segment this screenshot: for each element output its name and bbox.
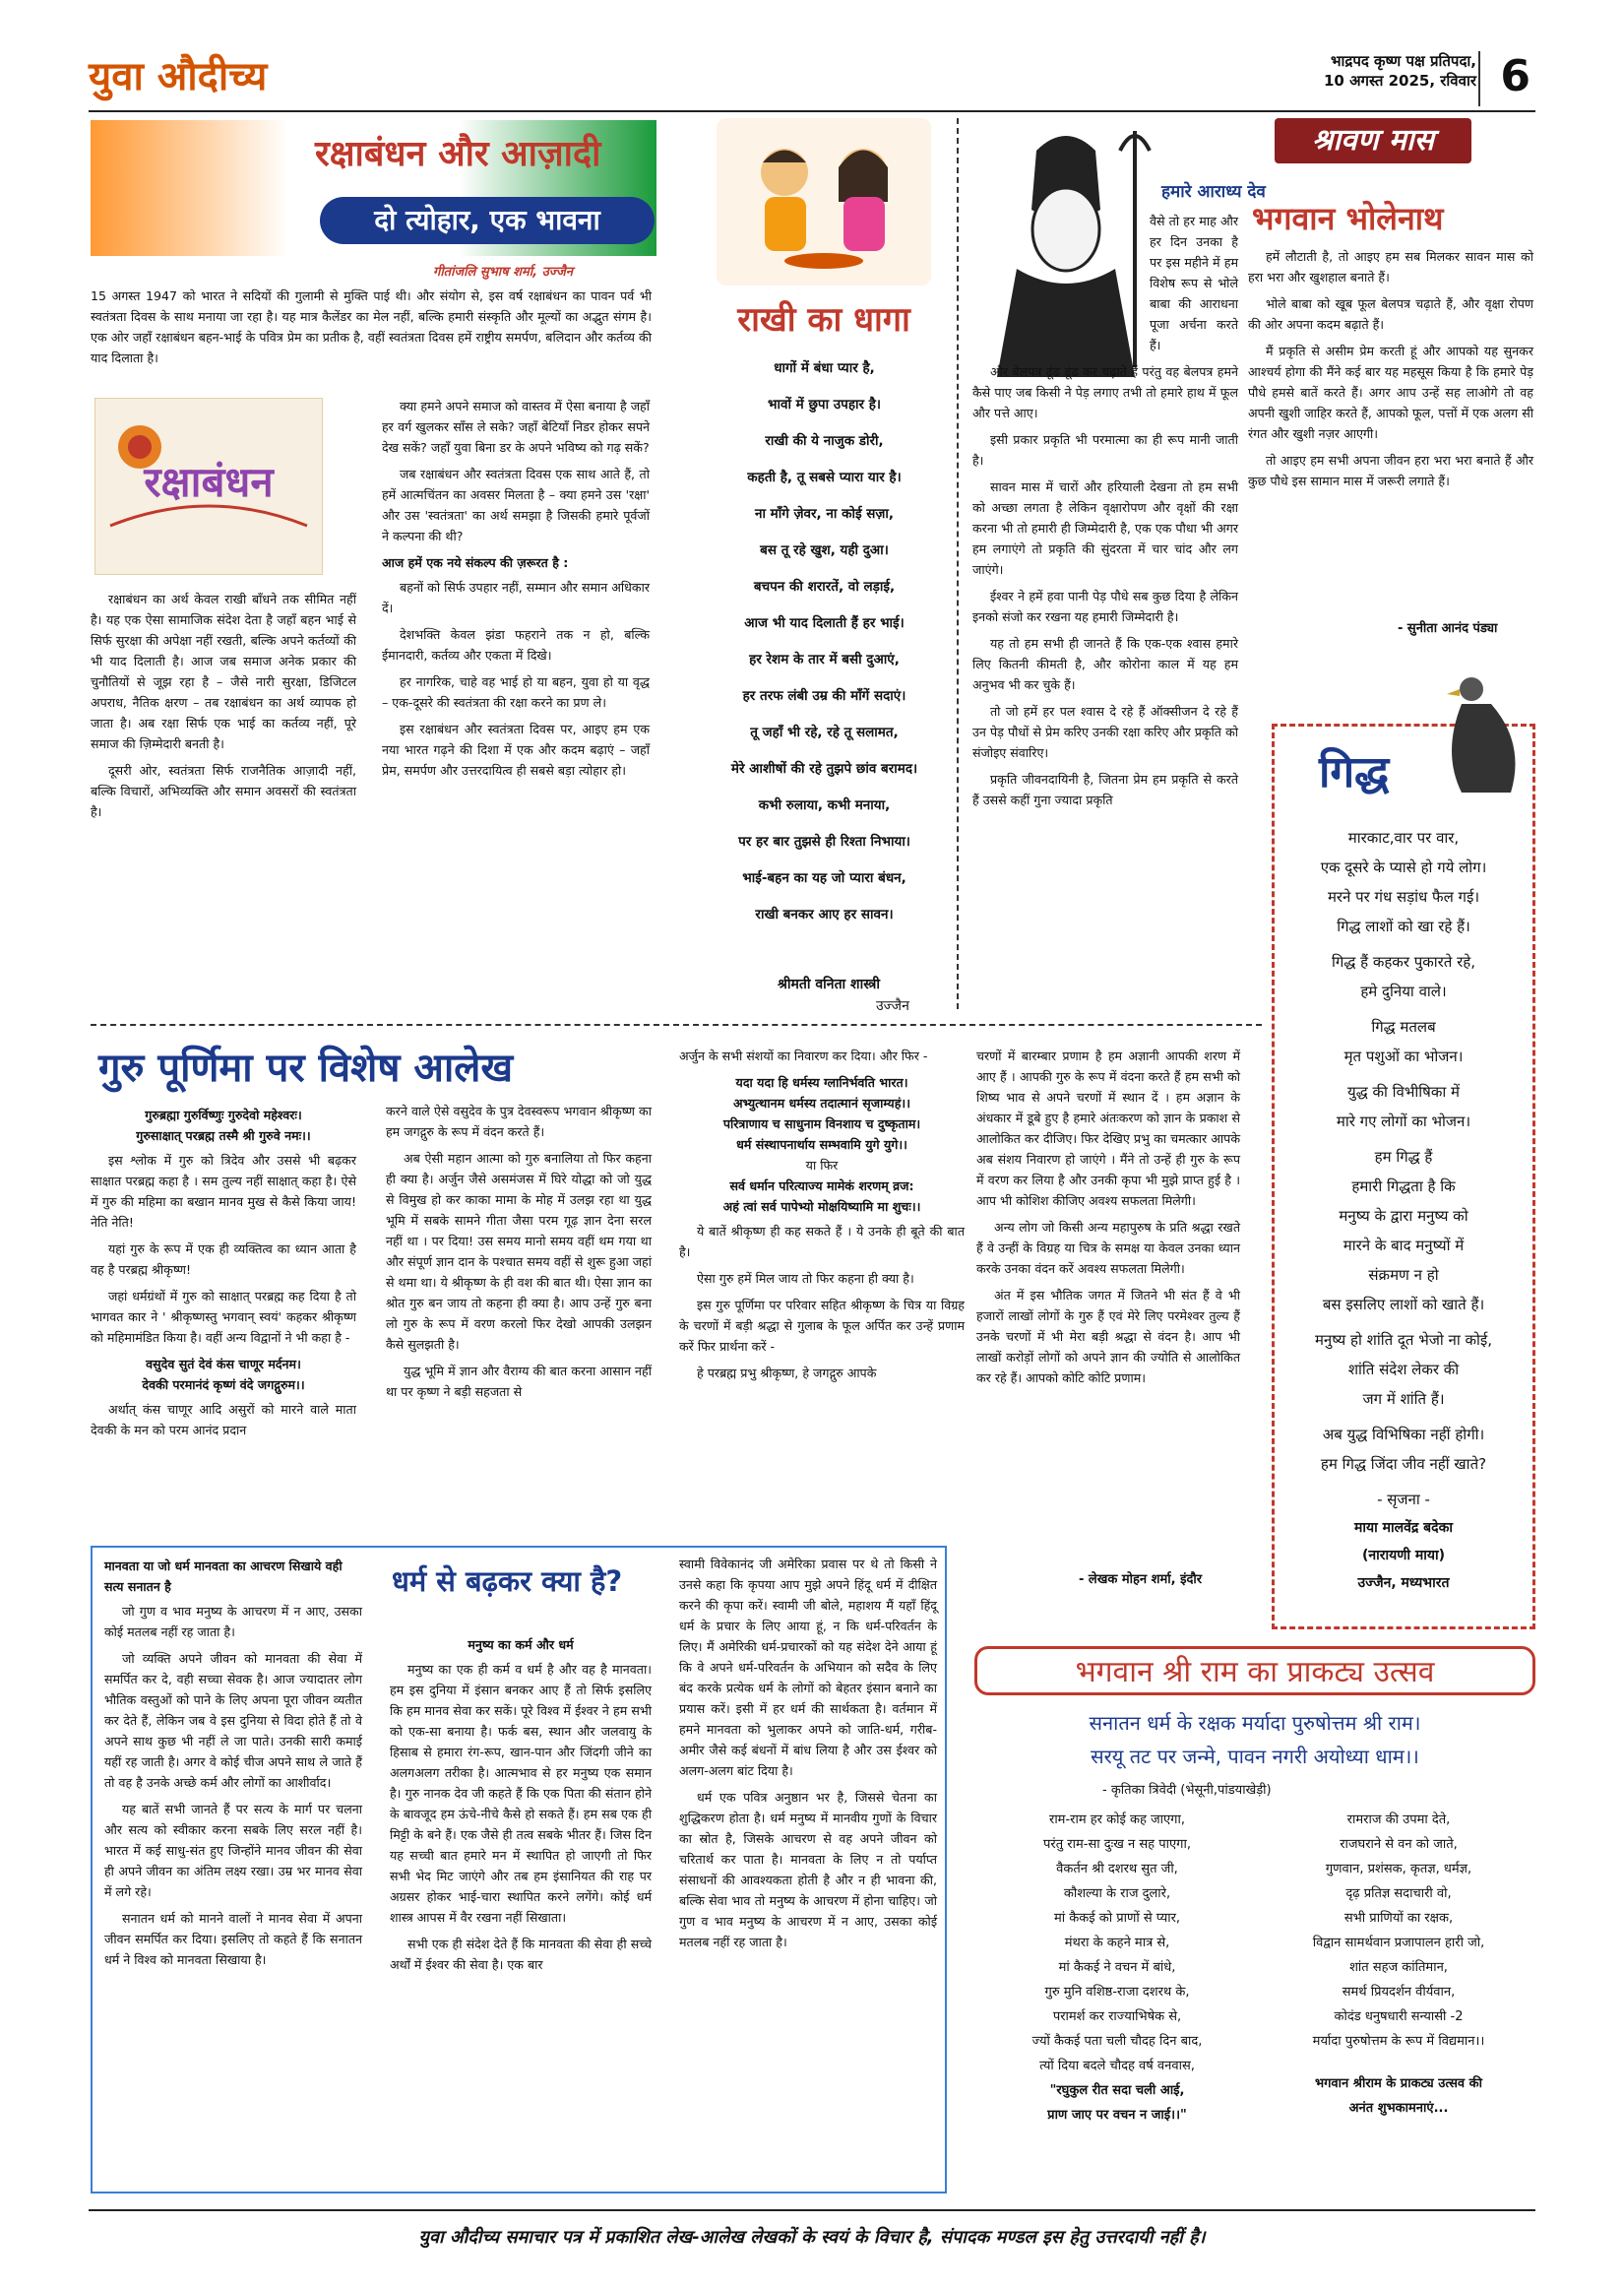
raksha-col2b-p1: बहनों को सिर्फ उपहार नहीं, सम्मान और समान अधिकार दें।: [382, 580, 650, 615]
raksha-subtitle: दो त्योहार, एक भावना: [320, 197, 655, 244]
giddh-line: गिद्ध लाशों को खा रहे हैं।: [1337, 918, 1470, 935]
shravan-col2: [1248, 246, 1533, 497]
ram-line: परंतु राम-सा दुःख न सह पाएगा,: [1043, 1837, 1191, 1852]
rakhi-poem-city: उज्जैन: [876, 998, 909, 1014]
raksha-col2-heading: आज हमें एक नये संकल्प की ज़रूरत है :: [382, 555, 569, 570]
giddh-line: हमे दुनिया वाले।: [1360, 983, 1447, 1000]
giddh-line: हम गिद्ध हैं: [1374, 1148, 1433, 1166]
ram-author: - कृतिका त्रिवेदी (भेसूनी,पांडयाखेड़ी): [1102, 1783, 1272, 1798]
guru-col3-intro: अर्जुन के सभी संशयों का निवारण कर दिया। और फिर -: [679, 1049, 928, 1063]
shravan-col1-p7: तो जो हमें हर पल श्वास दे रहे हैं ऑक्सीजन दे रहे हैं उन पेड़ पौधों से प्रेम करिए उनकी रक्षा करिए और प्रकृति को संजोइए संवारिए।: [972, 704, 1238, 760]
ram-wish: भगवान श्रीराम के प्राकट्य उत्सव की: [1314, 2076, 1483, 2091]
giddh-stanza: [1280, 1142, 1528, 1319]
guru-col4-p2: अन्य लोग जो किसी अन्य महापुरुष के प्रति श्रद्धा रखते हैं वे उन्हीं के विग्रह या चित्र के समक्ष या केवल उनका ध्यान करके उनका वंदन करें अवश्य सफलता मिलेगी।: [976, 1220, 1240, 1276]
rakhi-poem-author: श्रीमती वनिता शास्त्री: [778, 977, 880, 992]
shravan-title: भगवान भोलेनाथ: [1252, 200, 1444, 237]
guru-col3-p1: ये बातें श्रीकृष्ण ही कह सकते हैं । ये उनके ही बूते की बात है।: [679, 1224, 965, 1259]
ram-quote: प्राण जाए पर वचन न जाई।।": [1047, 2108, 1187, 2123]
guru-col1: [91, 1105, 356, 1446]
footer-disclaimer: युवा औदीच्य समाचार पत्र में प्रकाशित लेख-आलेख लेखकों के स्वयं के विचार है, संपादक मण्डल इस हेतु उत्तरदायी नहीं है।: [418, 2227, 1206, 2248]
guru-col1-p4: अर्थात् कंस चाणूर आदि असुरों को मारने वाले माता देवकी के मन को परम आनंद प्रदान: [91, 1402, 356, 1437]
ram-line: कौशल्या के राज दुलारे,: [1063, 1886, 1171, 1901]
guru-col3-p4: हे परब्रह्म प्रभु श्रीकृष्ण, हे जगद्गुरु आपके: [697, 1366, 877, 1380]
giddh-line: हम गिद्ध जिंदा जीव नहीं खाते?: [1320, 1455, 1487, 1473]
raksha-intro: 15 अगस्त 1947 को भारत ने सदियों की गुलामी से मुक्ति पाई थी। और संयोग से, इस वर्ष रक्षाबंधन का पावन पर्व भी स्वतंत्रता दिवस के साथ मनाया जा रहा है। यह मात्र कैलेंडर का मेल नहीं, बल्कि हमारी संस्कृति और मूल्यों का अद्भुत संगम है। एक ओर जहाँ रक्षाबंधन बहन-भाई के पवित्र प्रेम का प्रतीक है, वहीं स्वतंत्रता दिवस हमें राष्ट्रीय समर्पण, बलिदान और कर्तव्य की याद दिलाता है।: [91, 288, 652, 365]
giddh-line: मरने पर गंध सड़ांध फैल गई।: [1327, 888, 1480, 906]
ram-line: वैकर्तन श्री दशरथ सुत जी,: [1056, 1862, 1178, 1876]
poem-line: कहती है, तू सबसे प्यारा यार है।: [747, 470, 902, 485]
poem-line: हर तरफ लंबी उम्र की माँगें सदाएं।: [742, 688, 906, 704]
shravan-author: - सुनीता आनंद पंड्या: [1398, 621, 1498, 636]
poem-line: तू जहाँ भी रहे, रहे तू सलामत,: [750, 725, 899, 740]
giddh-line: मारकाट,वार पर वार,: [1347, 829, 1460, 847]
ram-line: राजघराने से वन को जाते,: [1340, 1837, 1458, 1852]
poem-line: बचपन की शरारतें, वो लड़ाई,: [753, 579, 896, 595]
guru-col3-shloka2: सर्व धर्मान परित्याज्य मामेकं शरणम् व्रज:: [729, 1178, 914, 1193]
dharma-col1: [104, 1556, 362, 1976]
ram-wish: अनंत शुभकामनाएं...: [1348, 2101, 1449, 2116]
guru-shloka1: गुरुब्रह्मा गुरुर्विष्णुः गुरुदेवो महेश्वरः।: [145, 1108, 302, 1122]
guru-col2-p3: युद्ध भूमि में ज्ञान और वैराग्य की बात करना आसान नहीं था पर कृष्ण ने बड़ी सहजता से: [386, 1364, 652, 1399]
giddh-line: अब युद्ध विभिषिका नहीं होगी।: [1322, 1426, 1485, 1443]
ram-col1: [974, 1808, 1260, 2128]
guru-shloka3: वसुदेव सुतं देवं कंस चाणूर मर्दनम।: [146, 1357, 301, 1371]
date-line-1: भाद्रपद कृष्ण पक्ष प्रतिपदा,: [1330, 52, 1476, 70]
giddh-line: मनुष्य के द्वारा मनुष्य को: [1339, 1207, 1468, 1225]
giddh-stanza: [1280, 947, 1528, 1006]
poem-line: कभी रुलाया, कभी मनाया,: [758, 797, 891, 813]
raksha-col2-p2: जब रक्षाबंधन और स्वतंत्रता दिवस एक साथ आते हैं, तो हमें आत्मचिंतन का अवसर मिलता है – क्या हमने उस 'रक्षा' और उस 'स्वतंत्रता' का अर्थ समझा है जिसकी हमारे पूर्वजों ने कल्पना की थी?: [382, 467, 650, 543]
poem-line: बस तू रहे खुश, यही दुआ।: [760, 542, 889, 558]
shravan-col1-p1: वैसे तो हर माह और हर दिन उनका है पर इस महीने में हम विशेष रूप से भोले बाबा की आराधना पूजा अर्चना करते हैं।: [1150, 214, 1238, 352]
ram-line: परामर्श कर राज्याभिषेक से,: [1052, 2009, 1182, 2024]
guru-col4: [976, 1046, 1240, 1394]
ram-col2: [1262, 1808, 1535, 2121]
ram-quote: "रघुकुल रीत सदा चली आई,: [1049, 2083, 1185, 2098]
dharma-col1-heading: मानवता या जो धर्म मानवता का आचरण सिखाये वही सत्य सनातन है: [104, 1558, 343, 1594]
shravan-kicker: हमारे आराध्य देव: [1161, 182, 1266, 202]
shravan-col2-p4: तो आइए हम सभी अपना जीवन हरा भरा भरा बनाते हैं और कुछ पौधे इस सामान मास में जरूरी लगाते हैं।: [1248, 453, 1533, 488]
guru-col3-shloka: अभ्युत्थानम धर्मस्य तदात्मानं सृजाम्यहं।।: [733, 1096, 910, 1111]
guru-shloka4: देवकी परमानंदं कृष्णं वंदे जगद्गुरुम।।: [142, 1377, 305, 1392]
guru-col1-p1: इस श्लोक में गुरु को त्रिदेव और उससे भी बढ़कर साक्षात परब्रह्म कहा है । सम तुल्य नहीं साक्षात् कहा है। ऐसे में गुरु की महिमा का बखान मानव मुख से कैसे किया जाय! नेति नेति!: [91, 1153, 356, 1230]
shravan-header: श्रावण मास: [1275, 118, 1471, 163]
ram-line: रामराज की उपमा देते,: [1346, 1812, 1451, 1827]
shravan-col1-p2: और बेलपत्र ढूंढ ढूंढ कर चढ़ाते हैं परंतु वह बेलपत्र हमने कैसे पाए जब किसी ने पेड़ लगाए तभी तो हमारे हाथ में फूल और पत्ते आए।: [972, 364, 1238, 420]
giddh-line: शांति संदेश लेकर की: [1347, 1361, 1460, 1378]
guru-col4-p1: चरणों में बारम्बार प्रणाम है हम अज्ञानी आपकी शरण में आए हैं । आपकी गुरु के रूप में वंदना करते हैं हम सभी को शिष्य भाव से अपने चरणों में स्थान दें । हम अज्ञान के अंधकार में डूबे हुए है हमारे अंतःकरण को ज्ञान के प्रकाश से आलोकित कर दीजिए। फिर देखिए प्रभु का चमत्कार आपके अब संशय निवारण हो जाएंगे । मैंने तो उन्हें ही गुरु के रूप में वरण कर लिया है और उनकी कृपा भी मुझे प्राप्त हुई है । आप भी कोशिश कीजिए अवश्य सफलता मिलेगी।: [976, 1049, 1240, 1208]
shravan-col2-p2: भोले बाबा को खूब फूल बेलपत्र चढ़ाते हैं, और वृक्षा रोपण की ओर अपना कदम बढ़ाते हैं।: [1248, 296, 1533, 332]
ram-line: विद्वान सामर्थवान प्रजापालन हारी जो,: [1312, 1936, 1485, 1950]
giddh-poem: [1280, 823, 1528, 1597]
guru-col3-p2: ऐसा गुरु हमें मिल जाय तो फिर कहना ही क्या है।: [697, 1271, 914, 1286]
shravan-col1-p5: ईश्वर ने हमें हवा पानी पेड़ पौधे सब कुछ दिया है लेकिन इनको संजो कर रखना यह हमारी जिम्मेदारी है।: [972, 589, 1238, 624]
ram-line: कोदंड धनुषधारी सन्यासी -2: [1334, 2009, 1464, 2024]
date-line-2: 10 अगस्त 2025, रविवार: [1324, 72, 1476, 90]
rakhi-illustration: [717, 118, 931, 286]
footer-rule: [89, 2209, 1535, 2211]
guru-col3-p3: इस गुरु पूर्णिमा पर परिवार सहित श्रीकृष्ण के चित्र या विग्रह के चरणों में बड़ी श्रद्धा से गुलाब के फूल अर्पित कर उन्हें प्रणाम करें फिर प्रार्थना करें -: [679, 1298, 965, 1354]
guru-col3-shloka2: अहं त्वां सर्व पापेभ्यो मोक्षयिष्यामि मा शुचः।।: [722, 1199, 921, 1214]
ram-line: गुरु मुनि वशिष्ठ-राजा दशरथ के,: [1044, 1985, 1190, 2000]
vulture-illustration: [1427, 660, 1535, 807]
giddh-line: मारे गए लोगों का भोजन।: [1336, 1113, 1471, 1130]
giddh-line: मारने के बाद मनुष्यों में: [1343, 1237, 1465, 1254]
giddh-line: एक दूसरे के प्यासे हो गये लोग।: [1320, 858, 1487, 876]
giddh-author2: (नारायणी माया): [1361, 1548, 1446, 1563]
ram-line: राम-राम हर कोई कह जाएगा,: [1049, 1812, 1185, 1827]
ram-line: समर्थ प्रियदर्शन वीर्यवान,: [1342, 1985, 1456, 2000]
guru-author: - लेखक मोहन शर्मा, इंदौर: [1079, 1572, 1203, 1587]
guru-col3-shloka: धर्म संस्थापनार्थाय सम्भवामि युगे युगे।।: [736, 1137, 907, 1152]
poem-line: आज भी याद दिलाती हैं हर भाई।: [744, 615, 905, 631]
raksha-col1: [91, 589, 356, 828]
guru-col1-p3: जहां धर्मग्रंथों में गुरु को साक्षात् परब्रह्म कह दिया है तो भागवत कार ने ' श्रीकृष्णस्तु भगवान् स्वयं' कहकर श्रीकृष्ण को महिमामंडित किया है। वहीं अन्य विद्वानों ने भी कहा है -: [91, 1289, 356, 1345]
giddh-line: गिद्ध मतलब: [1371, 1018, 1436, 1036]
dharma-col3-p1: स्वामी विवेकानंद जी अमेरिका प्रवास पर थे तो किसी ने उनसे कहा कि कृपया आप मुझे अपने हिंदू धर्म में दीक्षित करने की कृपा करें। स्वामी जी बोले, महाशय मैं यहाँ हिंदू धर्म के प्रचार के लिए आया हूं, न कि धर्म-परिवर्तन के लिए। मैं अमेरिकी धर्म-प्रचारकों को यह संदेश देने आया हूं कि वे अपने धर्म-परिवर्तन के अभियान को सदैव के लिए बंद करके प्रत्येक धर्म के लोगों को बेहतर इंसान बनाने का प्रयास करें। इसी में हर धर्म की सार्थकता है। वर्तमान में हमने मानवता को भुलाकर अपने को जाति-धर्म, गरीब-अमीर जैसे कई बंधनों में बांध लिया है और उस ईश्वर को अलग-अलग बांट दिया है।: [679, 1557, 937, 1778]
giddh-line: बस इसलिए लाशों को खाते हैं।: [1322, 1296, 1485, 1313]
ram-title: भगवान श्री राम का प्राकट्य उत्सव: [1075, 1655, 1435, 1689]
shravan-col1-p4: सावन मास में चारों और हरियाली देखना तो हम सभी को अच्छा लगता है लेकिन वृक्षारोपण और वृक्षों की रक्षा करना भी तो हमारी ही जिम्मेदारी है, एक एक पौधा भी अगर हम लगाएंगे तो प्रकृति की सुंदरता में चार चांद और लग जाएंगे।: [972, 479, 1238, 577]
guru-col3: [679, 1046, 965, 1389]
guru-col1-p2: यहां गुरु के रूप में एक ही व्यक्तित्व का ध्यान आता है वह है परब्रह्म श्रीकृष्ण!: [91, 1241, 356, 1277]
column-divider: [957, 118, 959, 1009]
poem-line: राखी की ये नाजुक डोरी,: [765, 433, 884, 449]
dharma-col2-p2: सभी एक ही संदेश देते हैं कि मानवता की सेवा ही सच्चे अर्थों में ईश्वर की सेवा है। एक बार: [390, 1937, 652, 1972]
ram-line: दृढ़ प्रतिज्ञ सदाचारी वो,: [1345, 1886, 1452, 1901]
poem-line: पर हर बार तुझसे ही रिश्ता निभाया।: [738, 834, 910, 850]
raksha-col2b-p2: देशभक्ति केवल झंडा फहराने तक न हो, बल्कि ईमानदारी, कर्तव्य और एकता में दिखे।: [382, 627, 650, 663]
raksha-col2: [382, 396, 650, 787]
rakhi-logo-text: रक्षाबंधन: [144, 458, 274, 506]
poem-line: धागों में बंधा प्यार है,: [774, 360, 875, 376]
poem-line: हर रेशम के तार में बसी दुआएं,: [749, 652, 900, 668]
ram-line: मां कैकई को प्राणों से प्यार,: [1053, 1911, 1181, 1926]
shravan-col1-p3: इसी प्रकार प्रकृति भी परमात्मा का ही रूप मानी जाती है।: [972, 432, 1238, 468]
raksha-author: गीतांजलि सुभाष शर्मा, उज्जैन: [433, 265, 574, 280]
giddh-credit: - सृजना -: [1377, 1491, 1430, 1508]
giddh-line: मनुष्य हो शांति दूत भेजो ना कोई,: [1314, 1331, 1493, 1349]
giddh-stanza: [1280, 1325, 1528, 1414]
ram-line: मंथरा के कहने मात्र से,: [1064, 1936, 1170, 1950]
dharma-col1-p1: जो गुण व भाव मनुष्य के आचरण में न आए, उसका कोई मतलब नहीं रह जाता है।: [104, 1604, 362, 1639]
ram-line: मां कैकई ने वचन में बांधे,: [1058, 1960, 1176, 1975]
guru-col4-p3: अंत में इस भौतिक जगत में जितने भी संत हैं वे भी हजारों लाखों लोगों के गुरु हैं एवं मेरे लिए परमेश्वर तुल्य हैं उनके चरणों में भी मेरा बड़ी श्रद्धा से वंदन है। आप भी लाखों करोड़ों लोगों को अपने ज्ञान की ज्योति से आलोकित कर रहे हैं। आपको कोटि कोटि प्रणाम।: [976, 1288, 1240, 1385]
guru-col2-p1: करने वाले ऐसे वसुदेव के पुत्र देवस्वरूप भगवान श्रीकृष्ण का हम जगद्गुरु के रूप में वंदन करते हैं।: [386, 1104, 652, 1139]
giddh-city: उज्जैन, मध्यभारत: [1357, 1575, 1450, 1591]
ram-line1: सनातन धर्म के रक्षक मर्यादा पुरुषोत्तम श्री राम।: [1089, 1711, 1421, 1735]
guru-col2: [386, 1101, 652, 1408]
raksha-col2b-p3: हर नागरिक, चाहे वह भाई हो या बहन, युवा हो या वृद्ध – एक-दूसरे की स्वतंत्रता की रक्षा करने का प्रण ले।: [382, 674, 650, 710]
page-number: 6: [1500, 51, 1530, 101]
raksha-col1-p1: रक्षाबंधन का अर्थ केवल राखी बाँधने तक सीमित नहीं है। यह एक ऐसा सामाजिक संदेश देता है जहाँ बहन भाई से सिर्फ सुरक्षा की अपेक्षा नहीं रखती, बल्कि अपने कर्तव्यों की भी याद दिलाती है। आज जब समाज अनेक प्रकार की चुनौतियों से जूझ रहा है – जैसे नारी सुरक्षा, डिजिटल अपराध, नैतिक क्षरण – तब रक्षाबंधन का अर्थ व्यापक हो जाता है। अब रक्षा सिर्फ एक भाई का कर्तव्य नहीं, पूरे समाज की ज़िम्मेदारी बनती है।: [91, 592, 356, 751]
giddh-stanza: [1280, 1420, 1528, 1479]
poem-line: भावों में छुपा उपहार है।: [767, 397, 882, 413]
giddh-line: संक्रमण न हो: [1368, 1266, 1439, 1284]
shravan-col2-p1: हमें लौटाती है, तो आइए हम सब मिलकर सावन मास को हरा भरा और खुशहाल बनाते हैं।: [1248, 249, 1533, 285]
shravan-col1-p8: प्रकृति जीवनदायिनी है, जितना प्रेम हम प्रकृति से करते हैं उससे कहीं गुना ज्यादा प्रकृति: [972, 772, 1238, 807]
dharma-col3-p2: धर्म एक पवित्र अनुष्ठान भर है, जिससे चेतना का शुद्धिकरण होता है। धर्म मनुष्य में मानवीय गुणों के विचार का स्रोत है, जिसके आचरण से वह अपने जीवन को चरितार्थ कर पाता है। मानवता के लिए न तो पर्याप्त संसाधनों की आवश्यकता होती है और न ही भावना की, बल्कि सेवा भाव तो मनुष्य के आचरण में होना चाहिए। जो गुण व भाव मनुष्य के आचरण में न आए, उसका कोई मतलब नहीं रह जाता है।: [679, 1790, 937, 1949]
ram-line: गुणवान, प्रशंसक, कृतज्ञ, धर्मज्ञ,: [1325, 1862, 1472, 1876]
shravan-col1-p6: यह तो हम सभी ही जानते हैं कि एक-एक श्वास हमारे लिए कितनी कीमती है, और कोरोना काल में यह हम अनुभव भी कर चुके हैं।: [972, 636, 1238, 692]
dharma-title: धर्म से बढ़कर क्या है?: [392, 1564, 623, 1598]
ram-line: त्यों दिया बदले चौदह वर्ष वनवास,: [1039, 2059, 1195, 2073]
masthead-rule: [89, 110, 1535, 112]
guru-shloka2: गुरुसाक्षात् परब्रह्म तस्मै श्री गुरुवे नमः।।: [136, 1128, 311, 1143]
giddh-title: गिद्ध: [1319, 747, 1390, 797]
dateline: [1324, 51, 1476, 91]
guru-col3-shloka: यदा यदा हि धर्मस्य ग्लानिर्भवति भारत।: [735, 1075, 908, 1090]
dharma-col2-p1: मनुष्य का एक ही कर्म व धर्म है और वह है मानवता। हम इस दुनिया में इंसान बनकर आए हैं तो सिर्फ इसलिए कि हम मानव सेवा कर सकें। पूरे विश्व में ईश्वर ने हम सभी को एक-सा बनाया है। फर्क बस, स्थान और जलवायु के हिसाब से हमारा रंग-रूप, खान-पान और जिंदगी जीने का अलगअलग तरीका है। आत्मभाव से हर मनुष्य एक समान है। गुरु नानक देव जी कहते हैं कि एक पिता की संतान होने के बावजूद हम ऊंचे-नीचे कैसे हो सकते हैं। हम सब एक ही मिट्टी के बने हैं। एक जैसे ही तत्व सबके भीतर हैं। जिस दिन यह सच्ची बात हमारे मन में स्थापित हो जाएगी तो फिर सभी भेद मिट जाएंगे और तब हम इंसानियत की राह पर अग्रसर होकर भाई-चारा स्थापित करने लगेंगे। कोई धर्म शास्त्र आपस में वैर रखना नहीं सिखाता।: [390, 1662, 652, 1925]
dateline-divider: [1478, 51, 1480, 106]
ram-line: शांत सहज कांतिमान,: [1349, 1960, 1448, 1975]
raksha-col2b-p4: इस रक्षाबंधन और स्वतंत्रता दिवस पर, आइए हम एक नया भारत गढ़ने की दिशा में एक और कदम बढ़ाएं – जहाँ प्रेम, समर्पण और उत्तरदायित्व ही सबसे बड़ा त्योहार हो।: [382, 722, 650, 778]
dharma-col2-heading: मनुष्य का कर्म और धर्म: [468, 1637, 574, 1652]
poem-line: राखी बनकर आए हर सावन।: [755, 907, 894, 922]
dharma-col3: [679, 1554, 937, 1958]
giddh-author: माया मालवेंद्र बदेका: [1353, 1520, 1453, 1536]
vulture-icon: [1432, 665, 1530, 802]
dharma-col1-p3: यह बातें सभी जानते हैं पर सत्य के मार्ग पर चलना और सत्य को स्वीकार करना सबके लिए सरल नहीं है। भारत में कई साधु-संत हुए जिन्होंने मानव जीवन की सेवा ही अपने जीवन का अंतिम लक्ष्य रखा। उम्र भर मानव सेवा में लगे रहे।: [104, 1802, 362, 1899]
ram-line2: सरयू तट पर जन्मे, पावन नगरी अयोध्या धाम।।: [1091, 1745, 1419, 1768]
raksha-col2-p1: क्या हमने अपने समाज को वास्तव में ऐसा बनाया है जहाँ हर वर्ग खुलकर साँस ले सके? जहाँ बेटियाँ निडर होकर सपने देख सकें? जहाँ युवा बिना डर के अपने भविष्य को गढ़ सकें?: [382, 399, 650, 455]
raksha-title: रक्षाबंधन और आज़ादी: [315, 134, 601, 174]
shravan-col1: [972, 211, 1238, 816]
ram-line: सभी प्राणियों का रक्षक,: [1343, 1911, 1454, 1926]
siblings-icon: [725, 128, 922, 276]
dharma-col1-p4: सनातन धर्म को मानने वालों ने मानव सेवा में अपना जीवन समर्पित कर दिया। इसलिए तो कहते हैं कि सनातन धर्म ने विश्व को मानवता सिखाया है।: [104, 1911, 362, 1967]
guru-col3-shloka: परित्राणाय च साधुनाम विनशाय च दुष्कृताम।: [722, 1116, 921, 1131]
ram-line: ज्यों कैकई पता चली चौदह दिन बाद,: [1031, 2034, 1203, 2049]
poem-line: ना माँगे ज़ेवर, ना कोई सज़ा,: [754, 506, 895, 522]
ram-line: मर्यादा पुरुषोत्तम के रूप में विद्यमान।।: [1312, 2034, 1485, 2049]
shravan-col2-p3: मैं प्रकृति से असीम प्रेम करती हूं और आपको यह सुनकर आश्चर्य होगा की मैंने कई बार यह महसूस किया है कि हमारे पेड़ पौधे हमसे बातें करते हैं। अगर आप उन्हें सह लाओगे तो वह अपनी खुशी जाहिर करते हैं, आपको फूल, पत्तों में एक अलग सी रंगत और खुशी नज़र आएगी।: [1248, 344, 1533, 441]
dharma-col2: [390, 1634, 652, 1981]
masthead-logo: युवा औदीच्य: [89, 54, 268, 99]
section-rule: [91, 1024, 1262, 1026]
guru-title: गुरु पूर्णिमा पर विशेष आलेख: [98, 1046, 514, 1091]
guru-col3-ya: या फिर: [805, 1158, 839, 1173]
poem-line: भाई-बहन का यह जो प्यारा बंधन,: [742, 870, 906, 886]
giddh-stanza: [1280, 1012, 1528, 1071]
giddh-line: युद्ध की विभीषिका में: [1347, 1083, 1460, 1101]
giddh-stanza: [1280, 1077, 1528, 1136]
rakhi-poem-title: राखी का धागा: [737, 300, 910, 340]
poem-line: मेरे आशीषों की रहे तुझपे छांव बरामद।: [730, 761, 918, 777]
giddh-line: हमारी गिद्धता है कि: [1351, 1177, 1456, 1195]
giddh-line: मृत पशुओं का भोजन।: [1343, 1048, 1464, 1065]
rakhi-poem: [679, 350, 969, 933]
giddh-stanza: [1280, 823, 1528, 941]
giddh-line: जग में शांति हैं।: [1362, 1390, 1445, 1408]
guru-col2-p2: अब ऐसी महान आत्मा को गुरु बनालिया तो फिर कहना ही क्या है। अर्जुन जैसे असमंजस में घिरे योद्धा को जो युद्ध से विमुख हो कर काका मामा के मोह में उलझ रहा था युद्ध भूमि में सबके सामने गीता जैसा परम गूढ़ ज्ञान देना सरल नहीं था । पर दिया! उस समय मानो समय वहीं थम गया था और संपूर्ण ज्ञान दान के पश्चात समय वहीं से शुरू हुआ जहां से थमा था। ये श्रीकृष्ण के ही वश की बात थी। ऐसा ज्ञान का श्रोत गुरु बन जाय तो कहना ही क्या है। आप उन्हें गुरु बना लो गुरु के रूप में वरण करलो फिर देखो आपकी उलझन कैसे सुलझती है।: [386, 1151, 652, 1352]
dharma-col1-p2: जो व्यक्ति अपने जीवन को मानवता की सेवा में समर्पित कर दे, वही सच्चा सेवक है। आज ज्यादातर लोग भौतिक वस्तुओं को पाने के लिए अपना पूरा जीवन व्यतीत कर देते हैं, लेकिन जब वे इस दुनिया से विदा होते हैं तो वे अपने साथ कुछ भी नहीं ले जा पाते। उनकी सारी कमाई यहीं रह जाती है। अगर वे कोई चीज अपने साथ ले जाते हैं तो वह है उनके अच्छे कर्म और लोगों का आशीर्वाद।: [104, 1651, 362, 1790]
raksha-col1-p2: दूसरी ओर, स्वतंत्रता सिर्फ राजनैतिक आज़ादी नहीं, बल्कि विचारों, अभिव्यक्ति और समान अवसरों की स्वतंत्रता है।: [91, 763, 356, 819]
giddh-line: गिद्ध हैं कहकर पुकारते रहे,: [1332, 953, 1475, 971]
